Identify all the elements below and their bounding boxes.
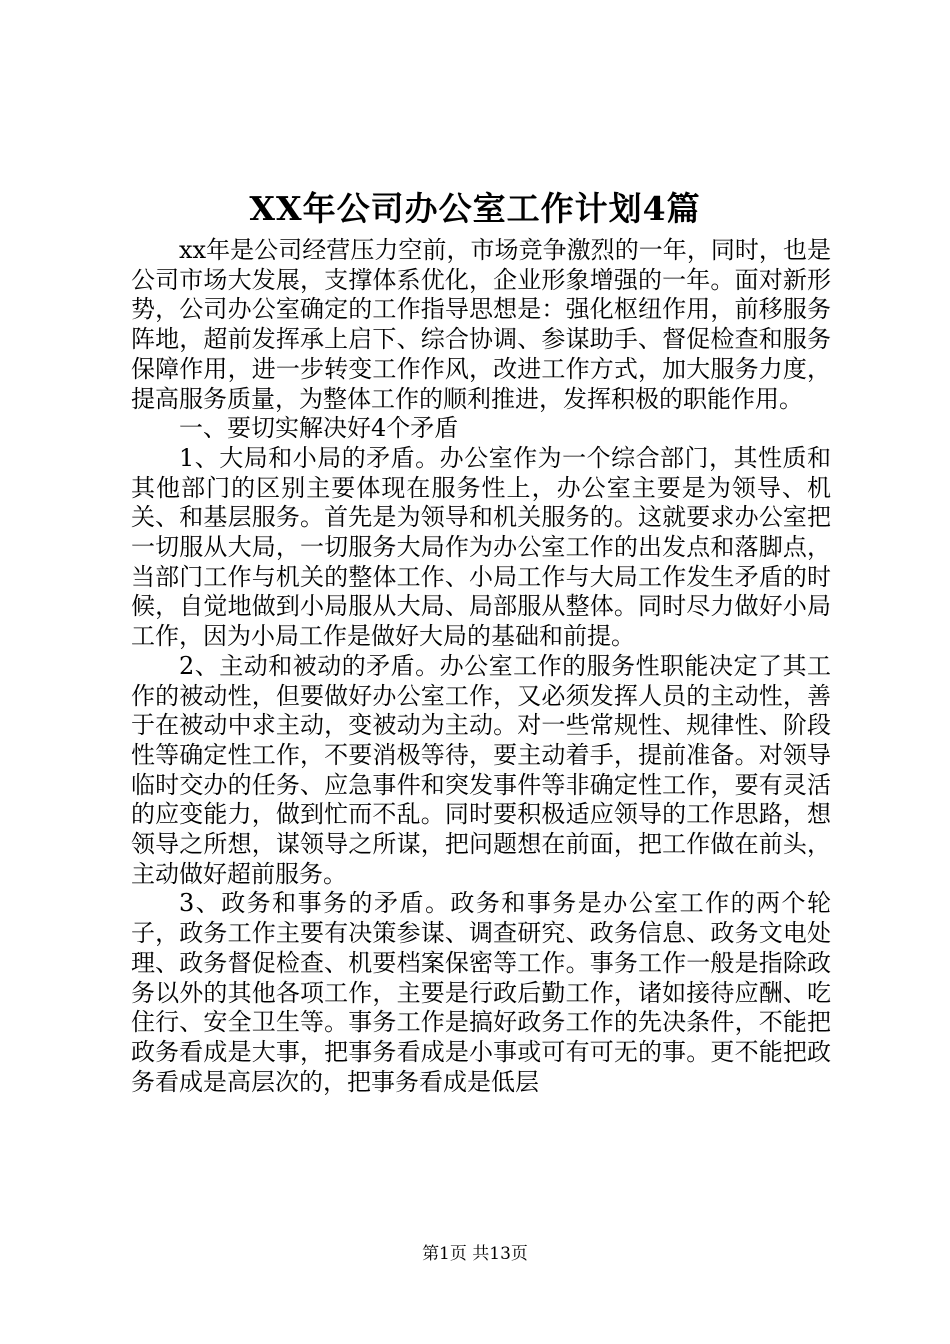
- document-body: [131, 236, 831, 1097]
- paragraph-item-1: 1、大局和小局的矛盾。办公室作为一个综合部门，其性质和其他部门的区别主要体现在服务性上，办公室主要是为领导、机关、和基层服务。首先是为领导和机关服务的。这就要求办公室把一切服从大局，一切服务大局作为办公室工作的出发点和落脚点，当部门工作与机关的整体工作、小局工作与大局工作发生矛盾的时候，自觉地做到小局服从大局、局部服从整体。同时尽力做好小局工作，因为小局工作是做好大局的基础和前提。: [131, 443, 831, 651]
- paragraph-intro: xx年是公司经营压力空前，市场竞争激烈的一年，同时，也是公司市场大发展，支撑体系优化，企业形象增强的一年。面对新形势，公司办公室确定的工作指导思想是：强化枢纽作用，前移服务阵地，超前发挥承上启下、综合协调、参谋助手、督促检查和服务保障作用，进一步转变工作作风，改进工作方式，加大服务力度，提高服务质量，为整体工作的顺利推进，发挥积极的职能作用。: [131, 236, 831, 413]
- document-title: XX年公司办公室工作计划4篇: [249, 189, 701, 228]
- paragraph-item-2: 2、主动和被动的矛盾。办公室工作的服务性职能决定了其工作的被动性，但要做好办公室工作，又必须发挥人员的主动性，善于在被动中求主动，变被动为主动。对一些常规性、规律性、阶段性等确定性工作，不要消极等待，要主动着手，提前准备。对领导临时交办的任务、应急事件和突发事件等非确定性工作，要有灵活的应变能力，做到忙而不乱。同时要积极适应领导的工作思路，想领导之所想，谋领导之所谋，把问题想在前面，把工作做在前头，主动做好超前服务。: [131, 651, 831, 888]
- paragraph-item-3: 3、政务和事务的矛盾。政务和事务是办公室工作的两个轮子，政务工作主要有决策参谋、调查研究、政务信息、政务文电处理、政务督促检查、机要档案保密等工作。事务工作一般是指除政务以外的其他各项工作，主要是行政后勤工作，诸如接待应酬、吃住行、安全卫生等。事务工作是搞好政务工作的先决条件，不能把政务看成是大事，把事务看成是小事或可有可无的事。更不能把政务看成是高层次的，把事务看成是低层: [131, 889, 831, 1096]
- page-number-footer: 第1页 共13页: [422, 1244, 528, 1264]
- section-heading: 一、要切实解决好4个矛盾: [179, 414, 459, 443]
